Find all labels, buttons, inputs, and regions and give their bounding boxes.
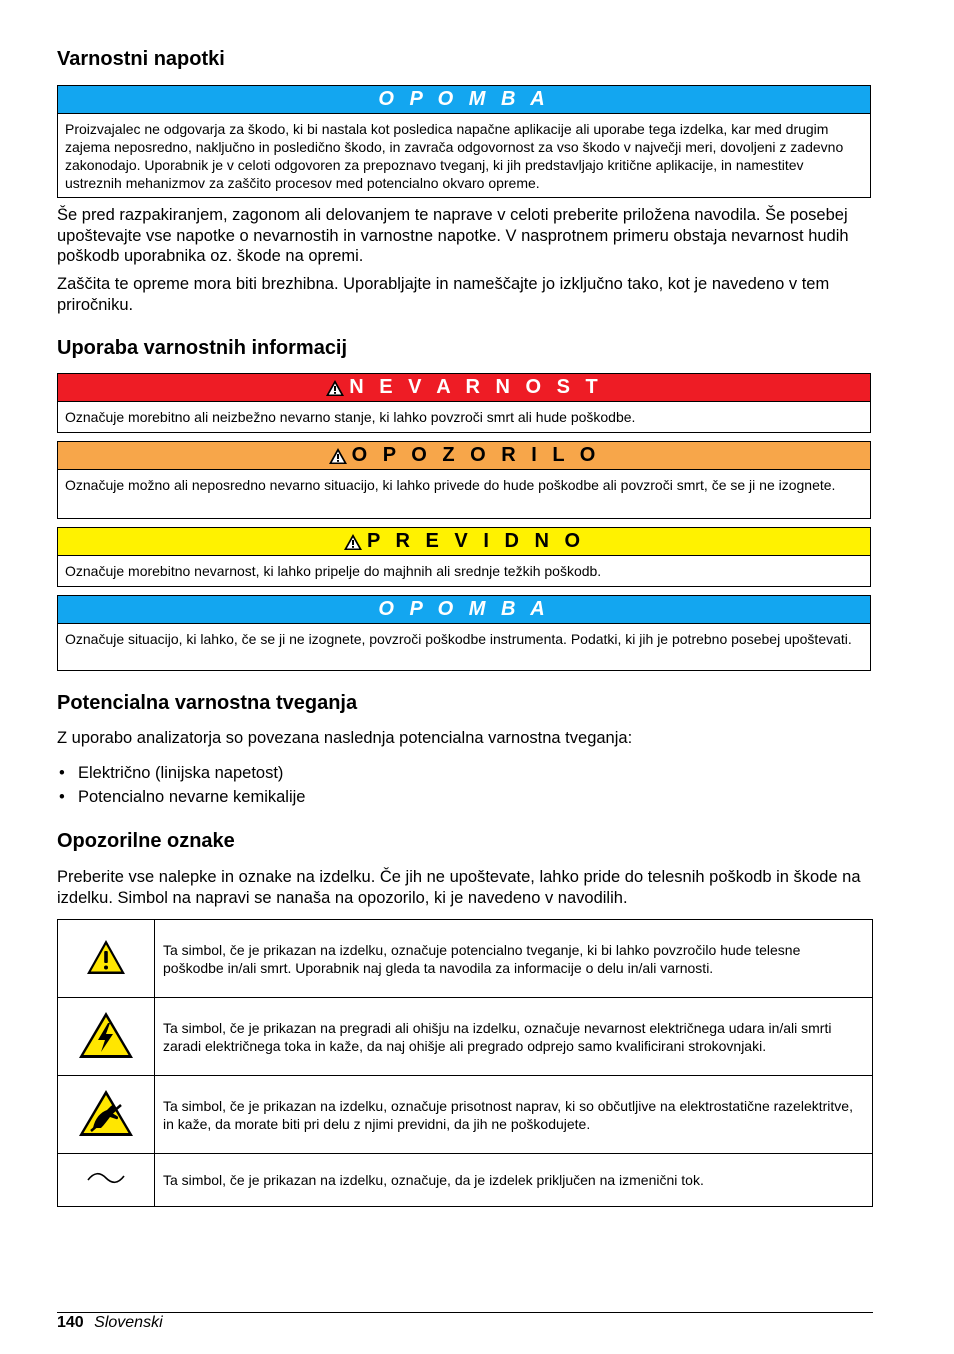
warning-label: O P O Z O R I L O [351,444,601,466]
section-title-safety: Varnostni napotki [57,48,225,70]
paragraph-protection: Zaščita te opreme mora biti brezhibna. Uporabljajte in nameščajte jo izključno tako, kot je navedeno v tem priročniku. [57,275,830,314]
paragraph-read-manual: Še pred razpakiranjem, zagonom ali delovanjem te naprave v celoti preberite priložena navodila. Še posebej upoštevajte vse napotke o nevarnostih in varnostne napotke. V nasprotnem primeru obstaja nevarnost hudih poškodb uporabnika oz. škode na opremi. [57,206,849,265]
symbol-cell [58,1154,155,1207]
paragraph-hazards-intro: Z uporabo analizatorja so povezana naslednja potencialna varnostna tveganja: [57,729,633,747]
symbol-cell [58,1076,155,1154]
caution-text: Označuje morebitno nevarnost, ki lahko pripelje do majhnih ali srednje težkih poškodb. [65,563,602,579]
warning-box [57,441,871,519]
list-item: • Potencialno nevarne kemikalije [57,785,305,809]
symbols-table [57,919,873,1207]
section-title-usage: Uporaba varnostnih informacij [57,337,348,359]
warning-header [58,442,870,470]
warning-triangle-icon [328,447,348,465]
caution-label: P R E V I D N O [367,530,585,552]
table-row [58,1076,873,1154]
caution-box [57,527,871,587]
symbol-cell [58,920,155,998]
alternating-current-icon [86,1170,126,1186]
table-row [58,998,873,1076]
paragraph-labels-intro: Preberite vse nalepke in oznake na izdelku. Če jih ne upoštevate, lahko pride do telesnih poškodb in škode na izdelku. Simbol na napravi se nanaša na opozorilo, ki je navedeno v navodilih. [57,868,861,907]
symbol-cell [58,998,155,1076]
warning-triangle-icon [325,379,345,397]
page-number: 140 [57,1314,84,1331]
danger-box [57,373,871,433]
list-item: • Električno (linijska napetost) [57,761,305,785]
note-box-disclaimer [57,85,871,198]
note-text: Proizvajalec ne odgovarja za škodo, ki bi nastala kot posledica napačne aplikacije ali uporabe tega izdelka, kar med drugim zajema neposredno, naključno in posledično škodo, in zavrača odgovornost za vso škodo v največji meri, dovoljeni z zadevno zakonodajo. Uporabnik je v celoti odgovoren za prepoznavo tveganj, ki jih predstavljajo kritične aplikacije, in namestitev ustreznih mehanizmov za zaščito procesov med potencialno okvaro opreme. [65,121,844,191]
electric-shock-icon [77,1010,135,1060]
note-header: O P O M B A [58,86,870,114]
section-title-labels: Opozorilne oznake [57,830,235,852]
table-row [58,920,873,998]
note-header: O P O M B A [58,596,870,624]
footer-divider [57,1312,873,1313]
hazard-list [57,761,305,809]
note-box-instrument [57,595,871,671]
danger-header [58,374,870,402]
symbol-description: Ta simbol, če je prikazan na izdelku, označuje potencialno tveganje, ki bi lahko povzročilo hude telesne poškodbe in/ali smrt. Uporabnik naj gleda ta navodila za informacije o delu in/ali varnosti. [155,920,873,998]
symbol-description: Ta simbol, če je prikazan na izdelku, označuje prisotnost naprav, ki so občutljive na elektrostatične razelektritve, in kaže, da morate biti pri delu z njimi previdni, da jih ne poškodujete. [155,1076,873,1154]
symbol-description: Ta simbol, če je prikazan na izdelku, označuje, da je izdelek priključen na izmenični tok. [155,1154,873,1207]
caution-header [58,528,870,556]
table-row [58,1154,873,1207]
section-title-hazards: Potencialna varnostna tveganja [57,692,358,714]
esd-sensitive-icon [77,1088,135,1138]
symbol-description: Ta simbol, če je prikazan na pregradi ali ohišju na izdelku, označuje nevarnost električnega udara in/ali smrti zaradi električnega toka in kaže, da naj ohišje ali pregrado odprejo samo kvalificirani strokovnjaki. [155,998,873,1076]
note-text: Označuje situacijo, ki lahko, če se ji ne izognete, povzroči poškodbe instrumenta. Podatki, ki jih je potrebno posebej upoštevati. [65,631,852,647]
warning-triangle-icon [85,938,127,976]
footer-language: Slovenski [94,1314,163,1331]
page-footer [57,1313,163,1333]
danger-label: N E V A R N O S T [349,376,603,398]
danger-text: Označuje morebitno ali neizbežno nevarno stanje, ki lahko povzroči smrt ali hude poškodbe. [65,409,636,425]
warning-text: Označuje možno ali neposredno nevarno situacijo, ki lahko privede do hude poškodbe ali povzroči smrt, če se ji ne izognete. [65,477,836,493]
warning-triangle-icon [343,533,363,551]
